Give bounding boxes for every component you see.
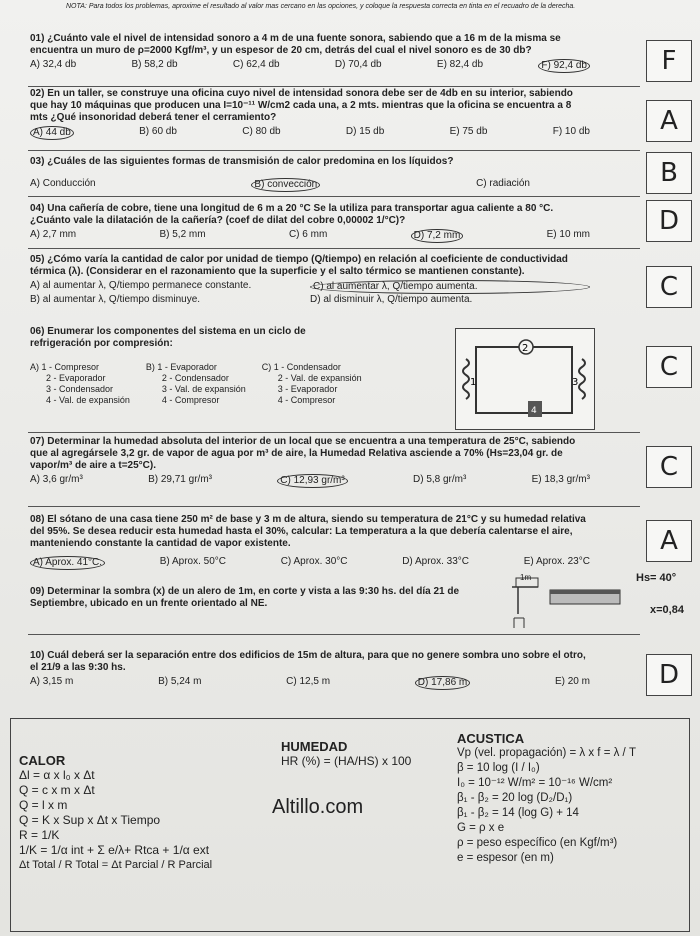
x-note: x=0,84 xyxy=(650,604,684,616)
option-b[interactable]: B) al aumentar λ, Q/tiempo disminuye. xyxy=(30,294,201,305)
option-c[interactable]: C) 80 db xyxy=(242,126,281,137)
option-d[interactable]: D) al disminuir λ, Q/tiempo aumenta. xyxy=(310,294,473,305)
formula-sheet xyxy=(10,718,690,932)
question-02 xyxy=(30,88,590,140)
question-05-stem: 05) ¿Cómo varía la cantidad de calor por unidad de tiempo (Q/tiempo) en relación al coeficiente de conductividad térmica (λ). (Considerar en el razonamiento que la superficie y el salto térmico se mantienen constante). xyxy=(30,254,568,277)
divider xyxy=(28,506,640,507)
option-c[interactable]: C) 62,4 db xyxy=(232,59,280,70)
humedad-title: HUMEDAD xyxy=(281,739,348,754)
divider xyxy=(28,86,640,87)
svg-text:3: 3 xyxy=(572,377,579,388)
question-04 xyxy=(30,203,590,243)
question-08-options xyxy=(30,556,590,570)
question-10-stem: 10) Cuál deberá ser la separación entre dos edificios de 15m de altura, para que no genere sombra uno sobre el otro, el 21/9 a las 9:30 hs. xyxy=(30,650,586,673)
answer-box-03[interactable]: B xyxy=(646,152,692,194)
question-08-stem: 08) El sótano de una casa tiene 250 m² de base y 3 m de altura, siendo su temperatura de 21°C y su humedad relativa del 95%. Se desea reducir esta humedad hasta el 30%, calcular: La temperatura a la que debería calentarse el aire, manteniendo constante la cantidad de vapor existente. xyxy=(30,514,586,549)
humedad-formulas: HUMEDAD HR (%) = (HA/HS) x 100 xyxy=(281,739,451,769)
option-a[interactable]: A) 1 - Compresor 2 - Evaporador 3 - Condensador 4 - Val. de expansión xyxy=(30,362,130,405)
question-07 xyxy=(30,436,590,488)
option-e[interactable]: E) 18,3 gr/m³ xyxy=(531,474,590,485)
option-e[interactable]: E) 82,4 db xyxy=(436,59,484,70)
option-c[interactable]: C) radiación xyxy=(476,178,530,189)
svg-text:4: 4 xyxy=(531,406,537,416)
hs-note: Hs= 40° xyxy=(636,572,677,584)
option-d[interactable]: D) Aprox. 33°C xyxy=(402,556,470,567)
option-b[interactable]: B) 29,71 gr/m³ xyxy=(148,474,212,485)
answer-box-06[interactable]: C xyxy=(646,346,692,388)
divider xyxy=(28,432,640,433)
question-04-options xyxy=(30,229,590,243)
option-b[interactable]: B) Aprox. 50°C xyxy=(159,556,226,567)
option-b[interactable]: B) 1 - Evaporador 2 - Condensador 3 - Val. de expansión 4 - Compresor xyxy=(145,362,246,405)
divider xyxy=(28,248,640,249)
question-09 xyxy=(30,586,510,610)
answer-box-01[interactable]: F xyxy=(646,40,692,82)
option-a[interactable]: A) 3,15 m xyxy=(30,676,74,687)
divider xyxy=(28,634,640,635)
question-06-options xyxy=(30,362,440,406)
answer-box-07[interactable]: C xyxy=(646,446,692,488)
option-b-selected[interactable]: B) convección xyxy=(251,178,320,192)
question-03 xyxy=(30,156,590,192)
option-f[interactable]: F) 10 db xyxy=(552,126,590,137)
svg-text:2: 2 xyxy=(522,343,529,354)
eave-length-label: 1m xyxy=(520,573,532,582)
question-08 xyxy=(30,514,590,570)
option-a[interactable]: A) Conducción xyxy=(30,178,96,189)
option-a[interactable]: A) 32,4 db xyxy=(30,59,77,70)
question-07-options xyxy=(30,474,590,488)
question-05 xyxy=(30,254,590,306)
option-c-selected[interactable]: C) 1 - Condensador 2 - Val. de expansión 3 - Evaporador 4 - Compresor xyxy=(261,362,362,405)
option-c-selected[interactable]: C) al aumentar λ, Q/tiempo aumenta. xyxy=(310,280,590,294)
question-01-options xyxy=(30,59,590,73)
question-02-stem: 02) En un taller, se construye una oficina cuyo nivel de intensidad sonora debe ser de 4db en su interior, sabiendo que hay 10 máquinas que producen una I=10⁻¹¹ W/cm2 cada una, a 2 mts. mientras que la oficina se encuentra a 8 mts ¿Qué insonoridad deberá tener el cerramiento? xyxy=(30,88,573,123)
question-07-stem: 07) Determinar la humedad absoluta del interior de un local que se encuentra a una temperatura de 25°C, sabiendo que al agregársele 3,2 gr. de vapor de agua por m³ de aire, la Humedad Relativa asciende a 70% (Hs=23,04 gr. de vapor/m³ de aire a t=25°C). xyxy=(30,436,576,471)
refrigeration-cycle-diagram xyxy=(455,328,595,430)
option-a[interactable]: A) 3,6 gr/m³ xyxy=(30,474,83,485)
question-06-stem: 06) Enumerar los componentes del sistema en un ciclo de refrigeración por compresión: xyxy=(30,326,306,349)
option-b[interactable]: B) 5,24 m xyxy=(158,676,202,687)
question-10-options xyxy=(30,676,590,690)
option-c-selected[interactable]: C) 12,93 gr/m³ xyxy=(277,474,347,488)
watermark-text: Altillo.com xyxy=(272,796,364,818)
eave-shadow-figure xyxy=(508,574,628,630)
acustica-formulas: ACUSTICA Vp (vel. propagación) = λ x f = λ / T β = 10 log (I / I₀) I₀ = 10⁻¹² W/m² = 10⁻¹⁶ W/cm² β₁ - β₂ = 20 log (D₂/D₁) β₁ - β₂ = 14 (log G) + 14 G = ρ x e ρ = peso específico (en Kgf/m³) e = espesor (en m) xyxy=(457,731,691,866)
question-10 xyxy=(30,650,590,690)
calor-formulas: CALOR Δl = α x l₀ x Δt Q = c x m x Δt Q = l x m Q = K x Sup x Δt x Tiempo R = 1/K 1/K = 1/α int + Σ e/λ+ Rtca + 1/α ext Δt Total / R Total = Δt Parcial / R Parcial xyxy=(19,753,279,873)
answer-box-10[interactable]: D xyxy=(646,654,692,696)
option-b[interactable]: B) 58,2 db xyxy=(131,59,178,70)
instructions-note: NOTA: Para todos los problemas, aproxime el resultado al valor mas cercano en las opciones, y coloque la respuesta correcta en tinta en el recuadro de la derecha. xyxy=(66,3,576,10)
option-e[interactable]: E) 10 mm xyxy=(546,229,590,240)
svg-text:1: 1 xyxy=(470,377,477,388)
question-03-stem: 03) ¿Cuáles de las siguientes formas de transmisión de calor predomina en los líquidos? xyxy=(30,156,454,167)
option-c[interactable]: C) 6 mm xyxy=(288,229,328,240)
option-b[interactable]: B) 5,2 mm xyxy=(159,229,206,240)
answer-box-08[interactable]: A xyxy=(646,520,692,562)
option-f-selected[interactable]: F) 92,4 db xyxy=(538,59,590,73)
question-04-stem: 04) Una cañería de cobre, tiene una longitud de 6 m a 20 °C Se la utiliza para transportar agua caliente a 80 °C. ¿Cuánto vale la dilatación de la cañería? (coef de dilat del cobre 0,00002 1/°C)? xyxy=(30,203,554,226)
option-c[interactable]: C) Aprox. 30°C xyxy=(280,556,348,567)
option-d-selected[interactable]: D) 17,86 m xyxy=(415,676,470,690)
option-d[interactable]: D) 15 db xyxy=(345,126,385,137)
question-02-options xyxy=(30,126,590,140)
question-03-options xyxy=(30,178,590,192)
question-06 xyxy=(30,326,440,406)
option-a-selected[interactable]: A) 44 db xyxy=(30,126,74,140)
option-a[interactable]: A) 2,7 mm xyxy=(30,229,77,240)
question-01-stem: 01) ¿Cuánto vale el nivel de intensidad sonoro a 4 m de una fuente sonora, sabiendo que a 16 m de la misma se encuentra un muro de ρ=2000 Kgf/m³, y un espesor de 20 cm, detrás del cual el nivel sonoro es de 30 db? xyxy=(30,33,561,56)
calor-title: CALOR xyxy=(19,753,66,768)
option-e[interactable]: E) Aprox. 23°C xyxy=(523,556,590,567)
divider xyxy=(28,196,640,197)
answer-box-05[interactable]: C xyxy=(646,266,692,308)
option-a[interactable]: A) al aumentar λ, Q/tiempo permanece constante. xyxy=(30,280,252,291)
acustica-title: ACUSTICA xyxy=(457,731,525,746)
option-d[interactable]: D) 5,8 gr/m³ xyxy=(412,474,467,485)
option-e[interactable]: E) 75 db xyxy=(449,126,488,137)
option-d-selected[interactable]: D) 7,2 mm xyxy=(411,229,464,243)
answer-box-02[interactable]: A xyxy=(646,100,692,142)
question-09-stem: 09) Determinar la sombra (x) de un alero de 1m, en corte y vista a las 9:30 hs. del día 21 de Septiembre, ubicado en un frente orientado al NE. xyxy=(30,586,460,609)
option-c[interactable]: C) 12,5 m xyxy=(286,676,331,687)
divider xyxy=(28,150,640,151)
option-e[interactable]: E) 20 m xyxy=(554,676,590,687)
option-d[interactable]: D) 70,4 db xyxy=(334,59,382,70)
option-b[interactable]: B) 60 db xyxy=(139,126,177,137)
answer-box-04[interactable]: D xyxy=(646,200,692,242)
question-01 xyxy=(30,33,590,73)
question-05-options xyxy=(30,280,590,306)
option-a-selected[interactable]: A) Aprox. 41°C. xyxy=(30,556,105,570)
